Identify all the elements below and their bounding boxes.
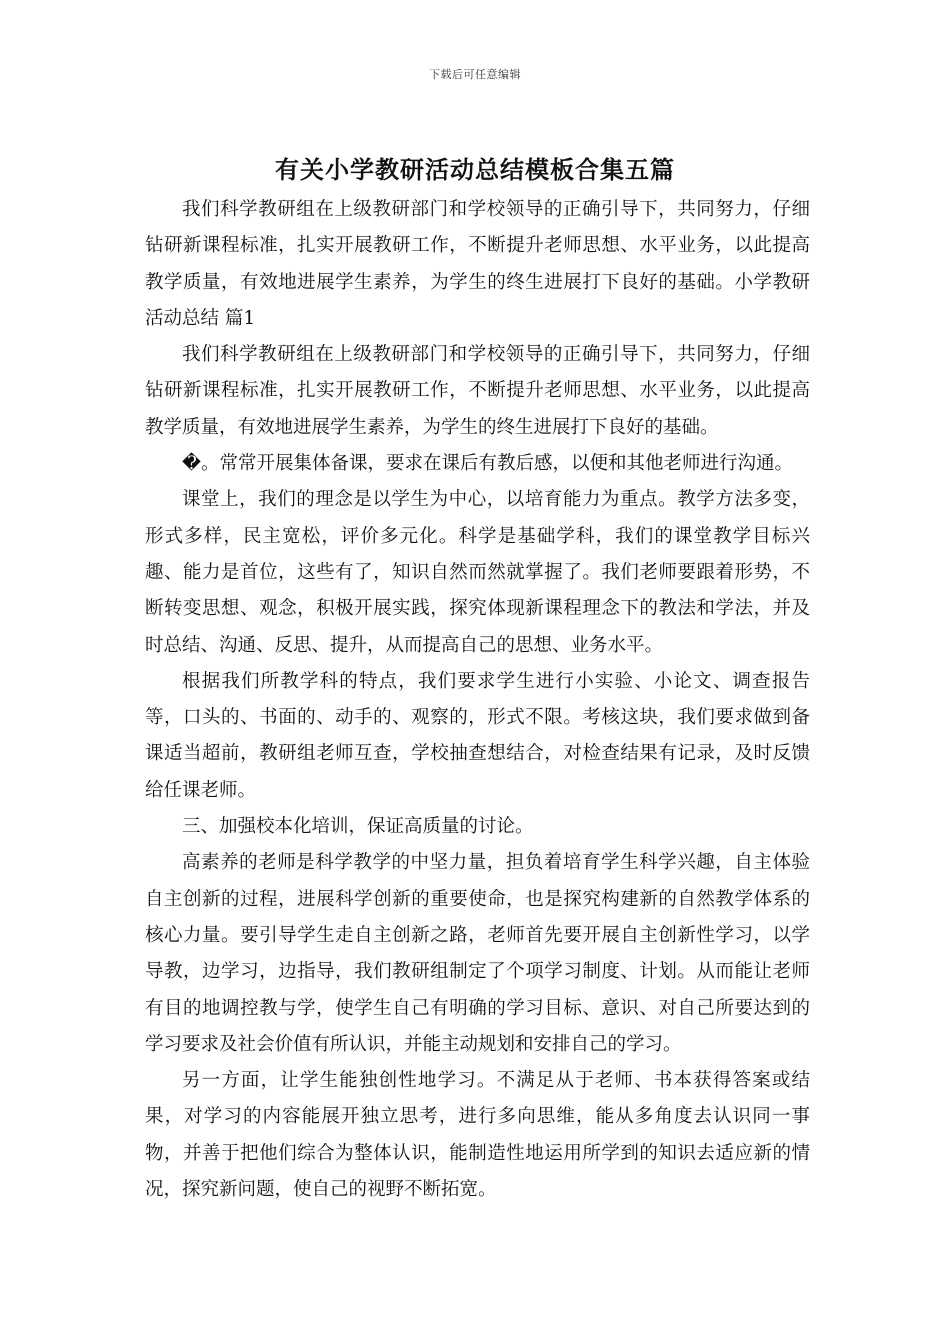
document-body — [145, 192, 810, 1208]
paragraph: 根据我们所教学科的特点，我们要求学生进行小实验、小论文、调查报告等，口头的、书面的、动手的、观察的，形式不限。考核这块，我们要求做到备课适当超前，教研组老师互查，学校抽查想结合，对检查结果有记录，及时反馈给任课老师。 — [145, 670, 810, 801]
document-title: 有关小学教研活动总结模板合集五篇 — [275, 155, 675, 184]
paragraph-intro: 我们科学教研组在上级教研部门和学校领导的正确引导下，共同努力，仔细钻研新课程标准，扎实开展教研工作，不断提升老师思想、水平业务，以此提高教学质量，有效地进展学生素养，为学生的终生进展打下良好的基础。小学教研活动总结 篇1 — [145, 199, 810, 329]
paragraph: 高素养的老师是科学教学的中坚力量，担负着培育学生科学兴趣，自主体验自主创新的过程，进展科学创新的重要使命，也是探究构建新的自然教学体系的核心力量。要引导学生走自主创新之路，老师首先要开展自主创新性学习，以学导教，边学习，边指导，我们教研组制定了个项学习制度、计划。从而能让老师有目的地调控教与学，使学生自己有明确的学习目标、意识、对自己所要达到的学习要求及社会价值有所认识，并能主动规划和安排自己的学习。 — [145, 852, 810, 1055]
paragraph: �。常常开展集体备课，要求在课后有教后感，以便和其他老师进行沟通。 — [182, 453, 793, 475]
paragraph: 课堂上，我们的理念是以学生为中心，以培育能力为重点。教学方法多变，形式多样，民主宽松，评价多元化。科学是基础学科，我们的课堂教学目标兴趣、能力是首位，这些有了，知识自然而然就掌握了。我们老师要跟着形势，不断转变思想、观念，积极开展实践，探究体现新课程理念下的教法和学法，并及时总结、沟通、反思、提升，从而提高自己的思想、业务水平。 — [145, 489, 810, 656]
header-note: 下载后可任意编辑 — [429, 68, 521, 81]
section-heading: 三、加强校本化培训，保证高质量的讨论。 — [182, 816, 534, 838]
paragraph: 我们科学教研组在上级教研部门和学校领导的正确引导下，共同努力，仔细钻研新课程标准，扎实开展教研工作，不断提升老师思想、水平业务，以此提高教学质量，有效地进展学生素养，为学生的终生进展打下良好的基础。 — [145, 344, 810, 438]
paragraph: 另一方面，让学生能独创性地学习。不满足从于老师、书本获得答案或结果，对学习的内容能展开独立思考，进行多向思维，能从多角度去认识同一事物，并善于把他们综合为整体认识，能制造性地运用所学到的知识去适应新的情况，探究新问题，使自己的视野不断拓宽。 — [145, 1070, 810, 1201]
